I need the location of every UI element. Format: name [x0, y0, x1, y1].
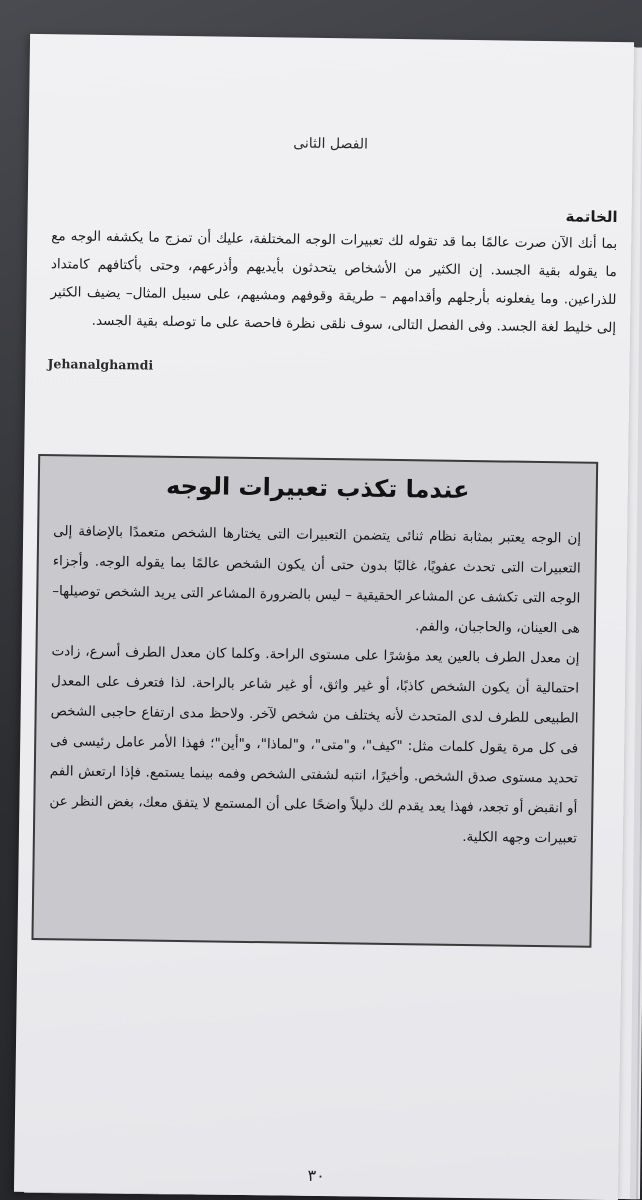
boxed-sidebar — [31, 454, 598, 948]
box-body — [49, 516, 582, 853]
section-paragraph: بما أنك الآن صرت عالمًا بما قد تقوله لك تعبيرات الوجه المختلفة، عليك أن تمزج ما يكشفه الوجه مع ما يقوله بقية الجسد. إن الكثير من الأشخاص يتحدثون بأيديهم وأذرعهم، وحتى بأكتافهم كامتداد للذراعين. وما يفعلونه بأرجلهم وأقدامهم – طريقة وقوفهم ومشيهم، على سبيل المثال– يضيف الكثير إلى خليط لغة الجسد. وفى الفصل التالى، سوف نلقى نظرة فاحصة على ما توصله بقية الجسد. — [50, 228, 618, 337]
conclusion-section — [50, 200, 618, 342]
book-page — [14, 34, 634, 1200]
section-heading: الخاتمة — [565, 207, 618, 227]
box-title: عندما تكذب تعبيرات الوجه — [165, 471, 470, 505]
running-header: الفصل الثانى — [293, 135, 369, 153]
box-paragraph: إن الوجه يعتبر بمثابة نظام ثنائى يتضمن التعبيرات التى يختارها الشخص متعمدًا بالإضافة إلى التعبيرات التى تحدث عفويًا، غالبًا بدون حتى أن يكون الشخص عالمًا بما يقوله الوجه. وأجزاء الوجه التى تكشف عن المشاعر الحقيقية – ليس بالضرورة المشاعر التى يريد الشخص توصيلها– هى العينان، والحاجبان، والفم. — [52, 523, 582, 637]
page-number: ٣٠ — [307, 1165, 325, 1186]
watermark-signature: Jehanalghamdi — [47, 356, 154, 373]
box-paragraph: إن معدل الطرف بالعين يعد مؤشرًا على مستوى الراحة. وكلما كان معدل الطرف أسرع، زادت احتمالية أن يكون الشخص كاذبًا، أو غير واثق، أو غير شاعر بالراحة. لذا فتعرف على المعدل الطبيعى للطرف لدى المتحدث لأنه يختلف من شخص لآخر. ولاحظ مدى ارتفاع حاجبى الشخص فى كل مرة يقول كلمات مثل: "كيف"، و"متى"، و"لماذا"، و"أين"؛ فهذا الأمر عامل رئيسى فى تحديد مستوى صدق الشخص. وأخيرًا، انتبه لشفتى الشخص وفمه بينما يستمع. فإذا ارتعش الفم أو انقبض أو تجعد، فهذا يعد يقدم لك دليلاً واضحًا على أن المستمع لا يتفق معك، بغض النظر عن تعبيرات وجهه الكلية. — [49, 643, 580, 847]
